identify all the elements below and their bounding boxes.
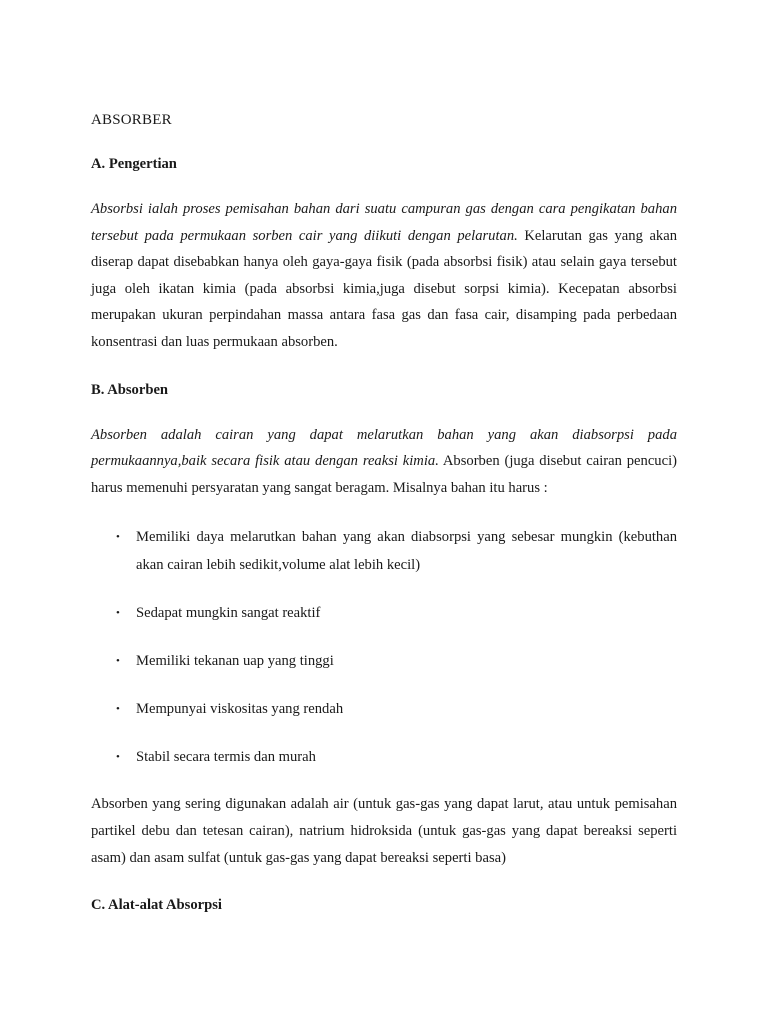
list-item-text: Memiliki daya melarutkan bahan yang akan diabsorpsi yang sebesar mungkin (kebuthan akan cairan lebih sedikit,volume alat lebih kecil): [136, 529, 677, 574]
paragraph-absorben-text: Absorben (juga disebut cairan pencuci) harus memenuhi persyaratan yang sangat beragam. Misalnya bahan itu harus :: [91, 453, 677, 496]
bullet-icon: •: [116, 655, 120, 668]
bullet-icon: •: [116, 607, 120, 620]
list-item: [91, 599, 677, 627]
section-heading-pengertian: A. Pengertian: [91, 156, 177, 172]
document-content: [91, 108, 677, 937]
document-title: ABSORBER: [91, 112, 172, 128]
section-heading-alat-absorpsi: C. Alat-alat Absorpsi: [91, 897, 222, 914]
paragraph-pengertian: [91, 196, 677, 356]
bullet-icon: •: [116, 531, 120, 544]
list-item-text: Mempunyai viskositas yang rendah: [136, 701, 344, 718]
bullet-icon: •: [116, 703, 120, 716]
list-item: [91, 647, 677, 675]
bullet-icon: •: [116, 751, 120, 764]
list-item: [91, 743, 677, 771]
list-item: [91, 523, 677, 579]
list-item-text: Stabil secara termis dan murah: [136, 749, 316, 766]
requirements-list: [91, 523, 677, 771]
list-item-text: Memiliki tekanan uap yang tinggi: [136, 653, 334, 670]
list-item-text: Sedapat mungkin sangat reaktif: [136, 605, 321, 622]
paragraph-absorben-italic: Absorben adalah cairan yang dapat melarutkan bahan yang akan diabsorpsi pada permukaannya,baik secara fisik atau dengan reaksi kimia.: [91, 426, 677, 470]
paragraph-pengertian-italic: Absorbsi ialah proses pemisahan bahan dari suatu campuran gas dengan cara pengikatan bahan tersebut pada permukaan sorben cair yang diikuti dengan pelarutan.: [91, 201, 677, 244]
paragraph-pengertian-text: Kelarutan gas yang akan diserap dapat disebabkan hanya oleh gaya-gaya fisik (pada absorbsi fisik) atau selain gaya tersebut juga oleh ikatan kimia (pada absorbsi kimia,juga disebut sorpsi kimia). Kecepatan absorbsi merupakan ukuran perpindahan massa antara fasa gas dan fasa cair, disamping pada perbedaan konsentrasi dan luas permukaan absorben.: [91, 227, 677, 350]
paragraph-absorben: [91, 422, 677, 502]
paragraph-absorben-examples: Absorben yang sering digunakan adalah air (untuk gas-gas yang dapat larut, atau untuk pemisahan partikel debu dan tetesan cairan), natrium hidroksida (untuk gas-gas yang dapat bereaksi seperti asam) dan asam sulfat (untuk gas-gas yang dapat bereaksi seperti basa): [91, 796, 677, 866]
list-item: [91, 695, 677, 723]
section-heading-absorben: B. Absorben: [91, 381, 169, 398]
